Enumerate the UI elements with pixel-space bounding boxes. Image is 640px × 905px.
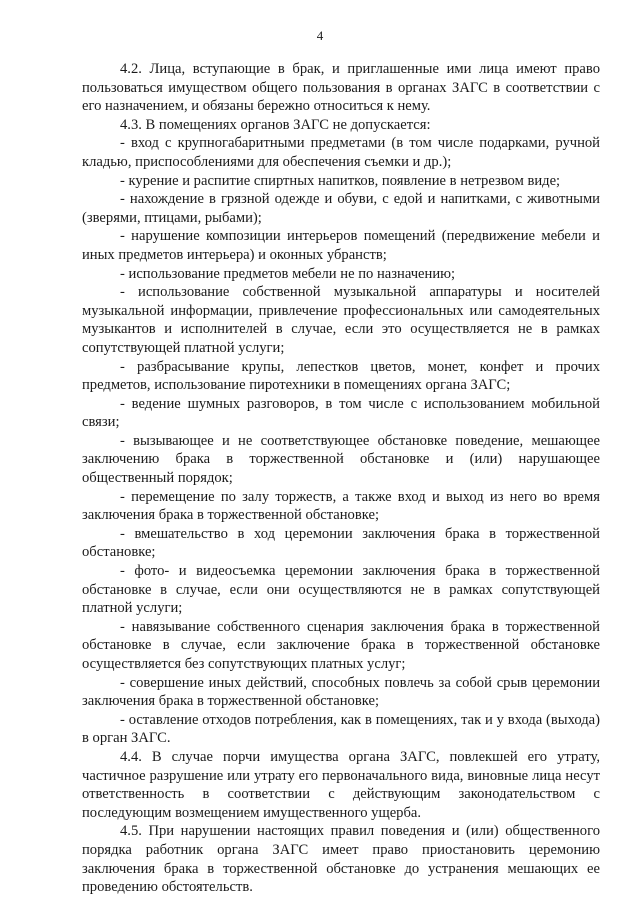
list-item: - перемещение по залу торжеств, а также вход и выход из него во время заключения брака в торжественной обстановке; [82,488,600,524]
list-item: - использование собственной музыкальной аппаратуры и носителей музыкальной информации, привлечение профессиональных или самодеятельных музыкантов и исполнителей в случае, если это осуществляется не в рамках сопутствующей платной услуги; [82,284,600,356]
list-item: - вход с крупногабаритными предметами (в том числе подарками, ручной кладью, приспособлениями для обеспечения съемки и др.); [82,135,600,170]
list-item: - фото- и видеосъемка церемонии заключения брака в торжественной обстановке в случае, если они осуществляются не в рамках сопутствующей платной услуги; [82,563,600,617]
list-item: - курение и распитие спиртных напитков, появление в нетрезвом виде; [120,172,561,189]
list-item: - ведение шумных разговоров, в том числе с использованием мобильной связи; [82,395,600,431]
paragraph-4-5: 4.5. При нарушении настоящих правил поведения и (или) общественного порядка работник органа ЗАГС имеет право приостановить церемонию заключения брака в торжественной обстановке до устранения мешающих ее проведению обстоятельств. [82,823,600,896]
list-item: - совершение иных действий, способных повлечь за собой срыв церемонии заключения брака в торжественной обстановке; [82,674,600,710]
paragraph-4-3: 4.3. В помещениях органов ЗАГС не допускается: [120,116,431,133]
document-body [82,60,600,897]
paragraph-4-2: 4.2. Лица, вступающие в брак, и приглашенные ими лица имеют право пользоваться имуществом общего пользования в органах ЗАГС в соответствии с его назначением, и обязаны бережно относиться к нему. [82,61,600,115]
list-item: - навязывание собственного сценария заключения брака в торжественной обстановке в случае, если заключение брака в торжественной обстановке осуществляется без сопутствующих платных услуг; [82,618,600,672]
list-item: - нахождение в грязной одежде и обуви, с едой и напитками, с животными (зверями, птицами, рыбами); [82,191,600,226]
list-item: - использование предметов мебели не по назначению; [120,265,456,282]
page-number: 4 [316,28,324,43]
list-item: - разбрасывание крупы, лепестков цветов, монет, конфет и прочих предметов, использование пиротехники в помещениях органа ЗАГС; [82,358,600,394]
list-item: - нарушение композиции интерьеров помещений (передвижение мебели и иных предметов интерьера) и оконных убранств; [82,228,600,263]
list-item: - вызывающее и не соответствующее обстановке поведение, мешающее заключению брака в торжественной обстановке и (или) нарушающее общественный порядок; [82,432,600,487]
list-item: - оставление отходов потребления, как в помещениях, так и у входа (выхода) в орган ЗАГС. [82,711,600,747]
list-item: - вмешательство в ход церемонии заключения брака в торжественной обстановке; [82,525,600,561]
paragraph-4-4: 4.4. В случае порчи имущества органа ЗАГС, повлекшей его утрату, частичное разрушение или утрату его первоначального вида, виновные лица несут ответственность в соответствии с действующим законодательством с последующим возмещением имущественного ущерба. [82,748,600,821]
